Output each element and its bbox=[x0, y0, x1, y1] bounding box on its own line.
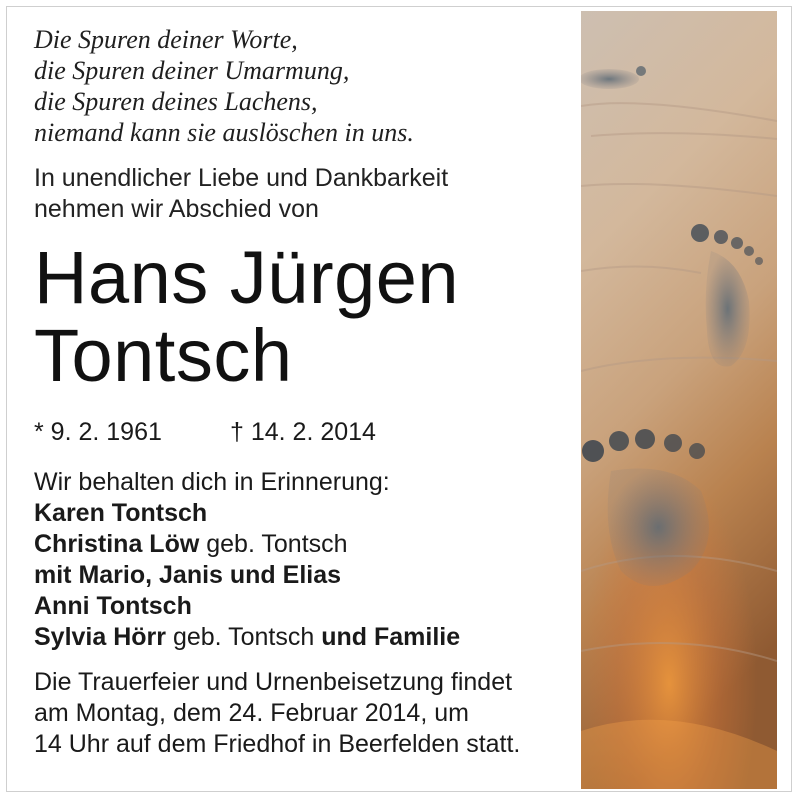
mourner-name: Sylvia Hörr bbox=[34, 623, 167, 651]
footprints-in-sand-photo bbox=[581, 11, 777, 789]
mourner-name: mit Mario, Janis und Elias bbox=[34, 561, 342, 589]
ceremony-line: Die Trauerfeier und Urnenbeisetzung findet bbox=[34, 668, 513, 696]
mourner-line bbox=[34, 498, 574, 529]
poem-line: die Spuren deines Lachens, bbox=[34, 87, 318, 116]
family-suffix: und Familie bbox=[321, 623, 461, 651]
birth-date: * 9. 2. 1961 bbox=[34, 418, 162, 446]
ceremony-line: am Montag, dem 24. Februar 2014, um bbox=[34, 699, 469, 727]
deceased-first-names: Hans Jürgen bbox=[34, 236, 460, 319]
intro-text bbox=[34, 163, 574, 225]
mourner-name: Christina Löw bbox=[34, 530, 200, 558]
poem-line: die Spuren deiner Umarmung, bbox=[34, 56, 350, 85]
mourner-name: Karen Tontsch bbox=[34, 499, 208, 527]
death-date: † 14. 2. 2014 bbox=[230, 418, 376, 446]
mourners-list bbox=[34, 467, 574, 653]
mourner-line bbox=[34, 529, 574, 560]
intro-line: nehmen wir Abschied von bbox=[34, 195, 319, 223]
maiden-name-note: geb. Tontsch bbox=[199, 530, 348, 558]
mourner-name: Anni Tontsch bbox=[34, 592, 192, 620]
poem bbox=[34, 24, 574, 148]
life-dates bbox=[34, 417, 574, 447]
footprints-illustration bbox=[581, 11, 777, 789]
maiden-name-note: geb. Tontsch bbox=[166, 623, 322, 651]
ceremony-line: 14 Uhr auf dem Friedhof in Beerfelden statt. bbox=[34, 730, 521, 758]
poem-line: Die Spuren deiner Worte, bbox=[34, 25, 298, 54]
mourner-line bbox=[34, 622, 574, 653]
deceased-surname: Tontsch bbox=[34, 314, 293, 397]
mourner-line bbox=[34, 591, 574, 622]
ceremony-info bbox=[34, 667, 574, 760]
deceased-name bbox=[34, 236, 574, 397]
mourner-line bbox=[34, 560, 574, 591]
intro-line: In unendlicher Liebe und Dankbarkeit bbox=[34, 164, 449, 192]
poem-line: niemand kann sie auslöschen in uns. bbox=[34, 118, 414, 147]
obituary-text-column bbox=[34, 24, 574, 760]
mourners-heading: Wir behalten dich in Erinnerung: bbox=[34, 468, 390, 496]
